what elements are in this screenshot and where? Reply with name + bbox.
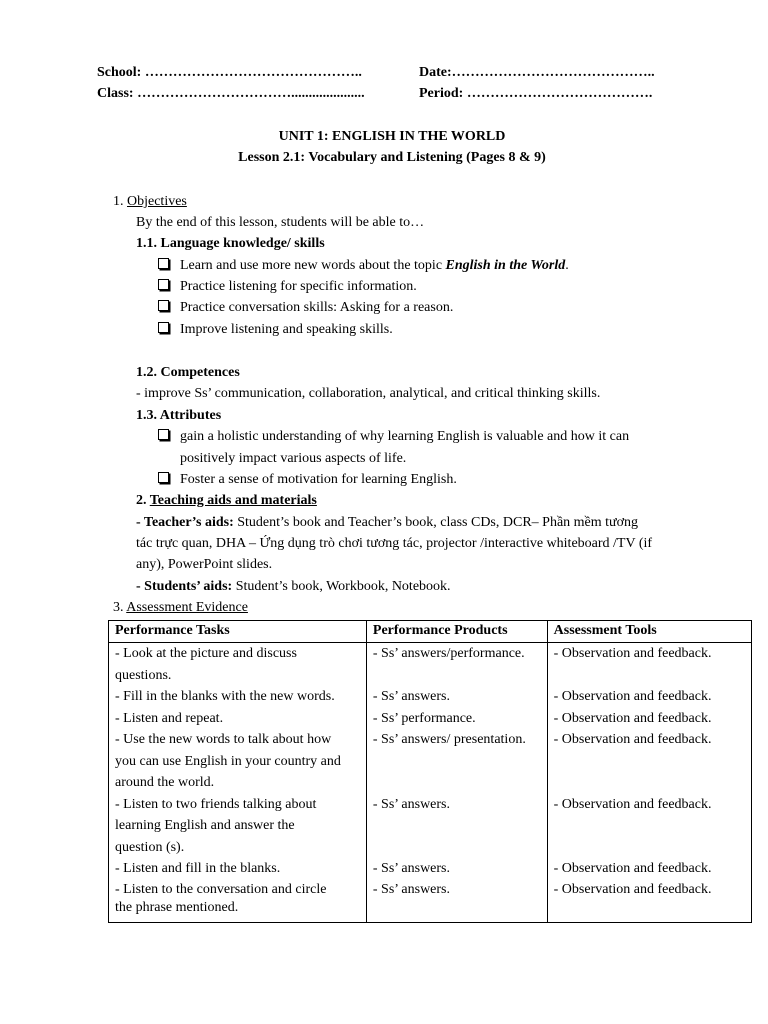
assessment-heading <box>113 598 248 618</box>
task-line: learning English and answer the <box>115 818 295 833</box>
knowledge-item <box>158 298 169 318</box>
product-cell: - Ss’ answers. <box>366 880 547 923</box>
task-line: - Listen and repeat. <box>115 710 224 726</box>
period-label: Period: <box>419 86 464 101</box>
assessment-number: 3. <box>113 600 124 615</box>
task-line: you can use English in your country and <box>115 753 341 769</box>
teacher-aids-label: - Teacher’s aids: <box>136 515 234 530</box>
objectives-heading-text: Objectives <box>127 194 187 209</box>
teacher-aids-line1 <box>136 513 638 533</box>
product-cell: - Ss’ performance. <box>366 708 547 730</box>
tool-cell: - Observation and feedback. <box>547 858 751 880</box>
header-row-school-date <box>97 65 717 85</box>
students-aids-text: Student’s book, Workbook, Notebook. <box>232 579 451 594</box>
knowledge-item <box>158 277 169 297</box>
tool-cell: - Observation and feedback. <box>547 880 751 923</box>
knowledge-item-2-text: Practice listening for specific information. <box>180 279 417 294</box>
knowledge-item-4-text: Improve listening and speaking skills. <box>180 322 393 337</box>
school-field <box>97 65 362 81</box>
checkbox-bullet-icon <box>158 279 169 290</box>
table-header-row <box>109 621 752 643</box>
period-field <box>419 86 652 102</box>
checkbox-bullet-icon <box>158 472 169 483</box>
task-line: - Listen and fill in the blanks. <box>115 861 281 876</box>
attribute-item <box>158 470 169 490</box>
unit-title: UNIT 1: ENGLISH IN THE WORLD <box>278 129 506 144</box>
knowledge-heading: 1.1. Language knowledge/ skills <box>136 236 325 251</box>
task-line: question (s). <box>115 839 185 855</box>
teaching-aids-number: 2. <box>136 493 147 508</box>
knowledge-item-3-text: Practice conversation skills: Asking for a reason. <box>180 300 454 315</box>
task-line: questions. <box>115 667 172 683</box>
objectives-number: 1. <box>113 194 124 209</box>
knowledge-item-text <box>180 256 569 276</box>
knowledge-item <box>158 320 169 340</box>
school-dots: ……………………………………….. <box>144 65 362 80</box>
knowledge-item-1-tail: . <box>565 258 569 273</box>
table-row <box>109 708 752 730</box>
teacher-aids-text1: Student’s book and Teacher’s book, class CDs, DCR– Phần mềm tương <box>233 515 639 530</box>
class-dots: ……………………………..................... <box>137 86 365 101</box>
product-cell: - Ss’ answers/performance. <box>366 643 547 687</box>
task-line: around the world. <box>115 775 215 790</box>
attribute-1-line1: gain a holistic understanding of why learning English is valuable and how it can <box>180 429 630 444</box>
students-aids-line <box>136 577 451 597</box>
checkbox-bullet-icon <box>158 429 169 440</box>
knowledge-item-1-emph: English in the World <box>445 258 566 273</box>
competences-heading: 1.2. Competences <box>136 365 240 380</box>
task-cell <box>109 794 367 859</box>
attribute-2: Foster a sense of motivation for learning English. <box>180 472 457 487</box>
product-cell: - Ss’ answers. <box>366 686 547 708</box>
date-dots: …………………………………….. <box>451 65 655 80</box>
product-cell: - Ss’ answers/ presentation. <box>366 729 547 794</box>
teaching-aids-heading-text: Teaching aids and materials <box>149 493 317 508</box>
objectives-intro: By the end of this lesson, students will be able to… <box>136 215 425 230</box>
tool-cell: - Observation and feedback. <box>547 643 751 687</box>
teacher-aids-line2: tác trực quan, DHA – Ứng dụng trò chơi tương tác, projector /interactive whiteboard /TV (if <box>136 536 653 551</box>
attributes-heading: 1.3. Attributes <box>136 408 222 423</box>
task-cell <box>109 880 367 923</box>
task-cell <box>109 643 367 687</box>
task-cell <box>109 686 367 708</box>
task-line: - Fill in the blanks with the new words. <box>115 689 335 704</box>
product-cell: - Ss’ answers. <box>366 794 547 859</box>
competences-text: - improve Ss’ communication, collaboration, analytical, and critical thinking skills. <box>136 386 601 401</box>
attribute-item <box>158 427 169 447</box>
date-field <box>419 65 655 81</box>
checkbox-bullet-icon <box>158 322 169 333</box>
checkbox-bullet-icon <box>158 300 169 311</box>
task-line: - Listen to the conversation and circle <box>115 881 327 897</box>
tool-cell: - Observation and feedback. <box>547 686 751 708</box>
table-row <box>109 880 752 923</box>
period-dots: …………………………………. <box>466 86 653 101</box>
class-field <box>97 86 365 102</box>
attribute-1-line2: positively impact various aspects of life. <box>180 451 407 466</box>
product-cell: - Ss’ answers. <box>366 858 547 880</box>
task-line: - Use the new words to talk about how <box>115 732 332 747</box>
task-cell <box>109 858 367 880</box>
table-row <box>109 643 752 687</box>
task-cell <box>109 708 367 730</box>
knowledge-item-1-text: Learn and use more new words about the topic <box>180 258 446 273</box>
class-label: Class: <box>97 86 134 101</box>
task-line: - Look at the picture and discuss <box>115 646 297 661</box>
students-aids-label: - Students’ aids: <box>136 579 233 594</box>
assessment-table <box>108 620 752 923</box>
column-header-tasks: Performance Tasks <box>109 621 367 643</box>
table-row <box>109 794 752 859</box>
tool-cell: - Observation and feedback. <box>547 729 751 794</box>
table-row <box>109 858 752 880</box>
date-label: Date: <box>419 65 452 80</box>
teaching-aids-heading <box>136 491 317 511</box>
column-header-tools: Assessment Tools <box>547 621 751 643</box>
table-row <box>109 686 752 708</box>
table-row <box>109 729 752 794</box>
checkbox-bullet-icon <box>158 258 169 269</box>
assessment-heading-text: Assessment Evidence <box>126 600 248 615</box>
task-line: - Listen to two friends talking about <box>115 796 317 812</box>
tool-cell: - Observation and feedback. <box>547 794 751 859</box>
task-line: the phrase mentioned. <box>115 899 239 915</box>
teacher-aids-line3: any), PowerPoint slides. <box>136 557 273 572</box>
tool-cell: - Observation and feedback. <box>547 708 751 730</box>
lesson-title: Lesson 2.1: Vocabulary and Listening (Pages 8 & 9) <box>238 150 546 165</box>
knowledge-item <box>158 256 169 276</box>
school-label: School: <box>97 65 142 80</box>
column-header-products: Performance Products <box>366 621 547 643</box>
task-cell <box>109 729 367 794</box>
header-row-class-period <box>97 86 717 106</box>
objectives-heading <box>113 192 187 212</box>
